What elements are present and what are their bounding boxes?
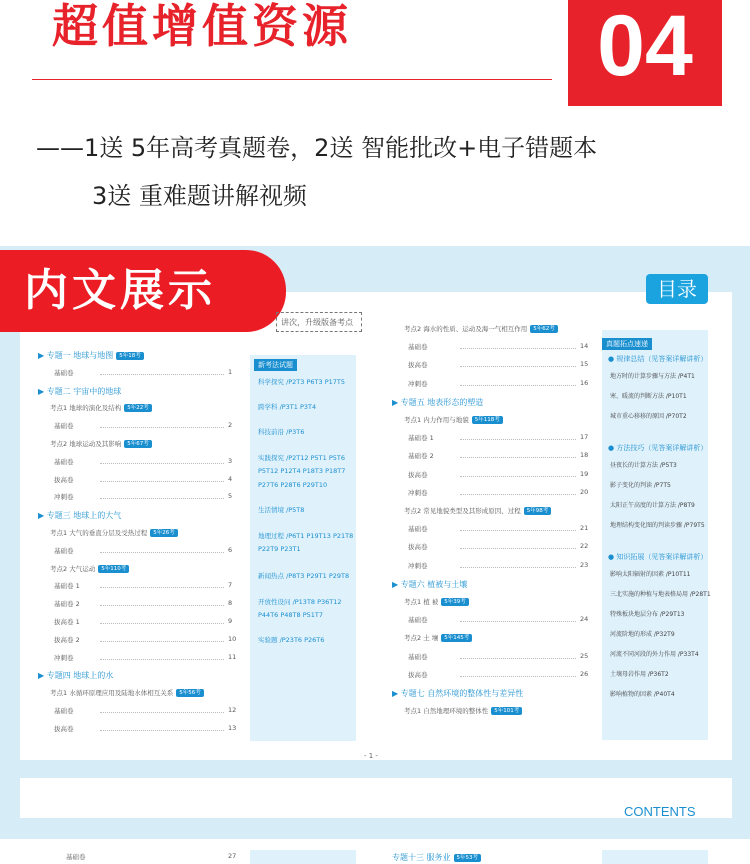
toc-row	[408, 433, 434, 442]
toc-row	[408, 451, 434, 460]
toc-page-number: 3	[228, 456, 233, 465]
toc-page-number: 23	[580, 560, 589, 569]
new-question-box	[250, 355, 356, 741]
new-question-header: 新考法试题	[254, 359, 297, 371]
toc-row-label: 基础卷 2	[408, 452, 434, 461]
new-question-item: 跨学科 /P3T1 P3T4	[258, 403, 317, 411]
dot-leader	[100, 623, 224, 624]
toc-page-number: 25	[580, 651, 589, 660]
toc-row-label: 拔高卷	[408, 670, 428, 679]
note-box: 讲次，升级版备考点	[276, 312, 362, 332]
bottom-left-row: 基础卷	[66, 853, 86, 861]
exam-count-tag: 5年101考	[491, 707, 522, 715]
dot-leader	[100, 730, 224, 731]
toc-page-number: 16	[580, 378, 589, 387]
toc-row	[54, 368, 74, 377]
toc-section	[38, 386, 121, 397]
toc-row	[404, 324, 558, 333]
toc-row	[50, 564, 129, 573]
dot-leader	[460, 621, 576, 622]
bottom-left-page: 27	[228, 852, 237, 860]
toc-section	[38, 670, 113, 681]
exam-count-tag: 5年98考	[524, 507, 552, 515]
toc-row-label: 考点2 海水的性质、运动及海一气相互作用	[404, 325, 528, 333]
toc-row-label: 考点2 常见地貌类型及其形成原因、过程	[404, 507, 521, 515]
toc-row	[54, 706, 74, 715]
title-underline	[32, 79, 552, 80]
toc-row-label: 基础卷 1	[408, 434, 434, 443]
toc-row	[408, 379, 428, 388]
exam-points-item: 河流不同河段的外力作用 /P33T4	[610, 651, 699, 658]
dot-leader	[460, 457, 576, 458]
exam-points-item: 影子变化的判读 /P7T5	[610, 482, 671, 489]
dot-leader	[460, 476, 576, 477]
dot-leader	[100, 552, 224, 553]
toc-row-label: 考点1 内力作用与地貌	[404, 416, 469, 424]
new-question-item: P5T12 P12T4 P18T3 P18T7	[258, 467, 346, 475]
toc-row-label: 基础卷	[54, 368, 74, 377]
toc-row	[408, 615, 428, 624]
exam-count-tag: 5年145考	[441, 634, 472, 642]
exam-count-tag: 5年118考	[472, 416, 503, 424]
exam-count-tag: 5年67考	[124, 440, 152, 448]
toc-heading: 目录	[646, 274, 708, 304]
toc-row-label: 拔高卷 2	[54, 635, 80, 644]
toc-page-number: 14	[580, 342, 589, 351]
toc-row-label: 考点1 地球的演化及结构	[50, 404, 122, 413]
toc-row-label: 冲刺卷	[408, 561, 428, 570]
toc-row-label: 冲刺卷	[54, 653, 74, 662]
dot-leader	[460, 348, 576, 349]
exam-points-item: 河流阶地的形成 /P32T9	[610, 631, 675, 638]
exam-points-item: 影响太阳辐射的因素 /P10T11	[610, 571, 691, 578]
toc-row	[408, 652, 428, 661]
toc-row-label: 考点1 大气的垂直分层及受热过程	[50, 529, 148, 537]
bottom-right-sec-label: 专题十三 服务业	[392, 853, 451, 862]
dot-leader	[100, 374, 224, 375]
exam-count-tag: 5年110考	[98, 565, 129, 573]
toc-row-label: 基础卷	[408, 525, 428, 534]
toc-page-number: 15	[580, 360, 589, 369]
new-question-item: P27T6 P28T6 P29T10	[258, 481, 328, 489]
second-page-body	[0, 848, 750, 863]
dot-leader	[460, 366, 576, 367]
toc-row	[50, 688, 204, 697]
new-question-item: 生活情境 /P5T8	[258, 506, 305, 514]
toc-page-number: 9	[228, 617, 233, 625]
toc-row-label: 拔高卷	[408, 543, 428, 552]
toc-row-label: 拔高卷	[54, 724, 74, 733]
toc-row	[54, 653, 74, 662]
toc-section	[392, 579, 467, 590]
bottom-right-tag: 5年53考	[454, 854, 482, 862]
toc-row	[408, 342, 428, 351]
toc-page-number: 17	[580, 433, 589, 442]
toc-row	[408, 670, 428, 679]
toc-row-label: 基础卷 2	[54, 600, 80, 609]
toc-page-number: 21	[580, 524, 589, 533]
new-question-item: 科学探究 /P2T3 P6T3 P17T5	[258, 378, 346, 386]
toc-section	[38, 350, 144, 361]
exam-points-box	[602, 330, 711, 740]
toc-row	[408, 561, 428, 570]
exam-points-section: ● 方法技巧（见答案详解讲析）	[608, 444, 708, 452]
toc-row	[408, 542, 428, 551]
toc-row-label: 考点1 植 被	[404, 598, 439, 606]
toc-row-label: 考点1 水循环原理应用及陆地水体相互关系	[50, 689, 174, 698]
toc-page-number: 13	[228, 723, 237, 732]
new-question-item: 实验题 /P23T6 P26T6	[258, 636, 325, 644]
toc-row-label: 考点2 土 壤	[404, 634, 439, 643]
toc-row-label: 冲刺卷	[408, 488, 428, 497]
toc-row	[50, 403, 152, 412]
exam-points-header: 真题拓点速递	[602, 338, 652, 350]
new-question-item: 地理过程 /P6T1 P19T13 P21T8	[258, 532, 354, 540]
bonus-line-1: ——1送 5年高考真题卷，2送 智能批改+电子错题本	[36, 134, 598, 162]
toc-page-number: 11	[228, 652, 237, 661]
toc-page-number: 26	[580, 669, 589, 678]
toc-row	[54, 546, 74, 555]
toc-row	[404, 597, 469, 606]
toc-row-label: 基础卷	[54, 707, 74, 715]
dot-leader	[100, 712, 224, 713]
toc-row	[54, 421, 74, 430]
dot-leader	[460, 676, 576, 677]
toc-section	[392, 688, 523, 699]
toc-row-label: 拔高卷	[408, 470, 428, 479]
toc-row-label: 考点2 地球运动及其影响	[50, 440, 122, 448]
toc-row-label: 基础卷	[408, 616, 428, 625]
new-question-item: 新闻热点 /P8T3 P29T1 P29T8	[258, 572, 350, 580]
page-title: 超值增值资源	[52, 0, 352, 53]
toc-row-label: 基础卷	[408, 652, 428, 661]
exam-count-tag: 5年26考	[150, 529, 178, 537]
dot-leader	[100, 587, 224, 588]
toc-row	[54, 581, 80, 590]
new-question-item: 实践探究 /P2T12 P5T1 P5T6	[258, 454, 346, 462]
bottom-mid-box	[250, 850, 356, 864]
toc-page-number: 24	[580, 615, 589, 624]
exam-count-tag: 5年62考	[530, 325, 558, 333]
exam-points-section: ● 规律总结（见答案详解讲析）	[608, 355, 708, 363]
dot-leader	[100, 481, 224, 482]
toc-page-number: 1	[228, 367, 233, 376]
toc-section	[392, 397, 483, 408]
toc-section-label: ▶ 专题三 地球上的大气	[38, 511, 122, 521]
section-number-badge: 04	[568, 0, 722, 106]
toc-row-label: 基础卷	[54, 546, 74, 555]
toc-page-number: 7	[228, 581, 233, 590]
toc-row-label: 拔高卷 1	[54, 618, 80, 626]
exam-count-tag: 5年56考	[176, 689, 204, 697]
new-question-item: 科技前沿 /P3T6	[258, 428, 305, 436]
toc-page-number: 2	[228, 421, 233, 430]
toc-page-number: 19	[580, 469, 589, 478]
exam-points-section: ● 知识拓展（见答案详解讲析）	[608, 553, 708, 561]
bottom-right-box	[602, 850, 708, 864]
toc-row	[404, 633, 472, 642]
exam-points-item: 地方时的计算步骤与方法 /P4T1	[610, 373, 695, 380]
dot-leader	[460, 567, 576, 568]
exam-points-item: 太阳正午高度的计算方法 /P8T9	[610, 502, 695, 509]
exam-points-item: 三北实施的种植与地表格局用 /P28T1	[610, 591, 711, 598]
toc-page-number: 6	[228, 545, 233, 554]
page-number: - 1 -	[364, 752, 378, 760]
toc-row-label: 考点1 自然地理环境的整体性	[404, 707, 489, 716]
dot-leader	[460, 530, 576, 531]
toc-section-label: ▶ 专题六 植被与土壤	[392, 579, 468, 589]
exam-count-tag: 5年18考	[116, 352, 144, 360]
exam-count-tag: 5年22考	[124, 404, 152, 412]
new-question-item: P22T9 P23T1	[258, 545, 301, 553]
new-question-item: 开放性设问 /P13T8 P36T12	[258, 598, 342, 606]
exam-points-item: 土壤母岩作用 /P36T2	[610, 671, 669, 678]
exam-points-item: 寒、暖流的判断方法 /P10T1	[610, 393, 687, 400]
toc-row	[54, 599, 80, 608]
toc-section-label: ▶ 专题二 宇宙中的地球	[38, 386, 122, 396]
dot-leader	[460, 439, 576, 440]
toc-section-label: ▶ 专题七 自然环境的整体性与差异性	[392, 689, 524, 698]
dot-leader	[100, 463, 224, 464]
toc-page-number: 18	[580, 451, 589, 460]
toc-row-label: 冲刺卷	[408, 379, 428, 388]
toc-row-label: 基础卷 1	[54, 582, 80, 591]
dot-leader	[100, 641, 224, 642]
exam-points-item: 地理结构变化图的判读步骤 /P79T5	[610, 522, 705, 529]
toc-row-label: 基础卷	[408, 343, 428, 352]
toc-row	[54, 475, 74, 484]
exam-points-item: 城市重心移移的原因 /P70T2	[610, 413, 687, 420]
exam-points-item: 影响植物的因素 /P40T4	[610, 691, 675, 698]
toc-section-label: ▶ 专题四 地球上的水	[38, 671, 114, 681]
toc-row	[54, 635, 80, 644]
toc-page-number: 8	[228, 599, 233, 608]
exam-points-item: 昼夜长的计算方法 /P5T3	[610, 462, 677, 469]
toc-row-label: 拔高卷	[54, 475, 74, 484]
dot-leader	[100, 605, 224, 606]
toc-section	[38, 510, 121, 521]
contents-label: CONTENTS	[624, 804, 696, 819]
exam-points-item: 特殊板块地层分布 /P29T13	[610, 611, 685, 618]
toc-row	[54, 492, 74, 501]
toc-page-number: 12	[228, 706, 237, 714]
toc-row	[404, 415, 503, 424]
toc-row	[408, 488, 428, 497]
toc-row	[408, 360, 428, 369]
toc-row-label: 冲刺卷	[54, 493, 74, 502]
toc-row	[54, 724, 74, 733]
dot-leader	[100, 659, 224, 660]
exam-count-tag: 5年39考	[441, 598, 469, 606]
toc-page-number: 22	[580, 542, 589, 551]
dot-leader	[460, 658, 576, 659]
toc-row-label: 基础卷	[54, 457, 74, 466]
bottom-right-section	[392, 852, 481, 863]
dot-leader	[460, 548, 576, 549]
toc-row	[54, 457, 74, 466]
toc-row	[404, 706, 522, 715]
dot-leader	[100, 498, 224, 499]
toc-row	[408, 524, 428, 533]
bonus-line-2: 3送 重难题讲解视频	[92, 182, 307, 210]
toc-page-number: 4	[228, 474, 233, 483]
toc-page-number: 20	[580, 487, 589, 496]
toc-row	[50, 528, 178, 537]
toc-page-number: 10	[228, 634, 237, 643]
toc-page-number: 5	[228, 492, 233, 501]
new-question-item: P44T6 P48T8 P51T7	[258, 611, 324, 619]
toc-row	[404, 506, 551, 515]
toc-section-label: ▶ 专题五 地表形态的塑造	[392, 397, 484, 407]
content-preview-banner: 内文展示	[0, 250, 286, 332]
toc-row	[54, 617, 80, 626]
toc-row	[408, 470, 428, 479]
dot-leader	[460, 494, 576, 495]
toc-row-label: 拔高卷	[408, 361, 428, 370]
toc-row-label: 基础卷	[54, 422, 74, 431]
toc-section-label: ▶ 专题一 地球与地图	[38, 351, 114, 360]
dot-leader	[460, 385, 576, 386]
toc-row-label: 考点2 大气运动	[50, 564, 96, 573]
dot-leader	[100, 427, 224, 428]
toc-row	[50, 439, 152, 448]
